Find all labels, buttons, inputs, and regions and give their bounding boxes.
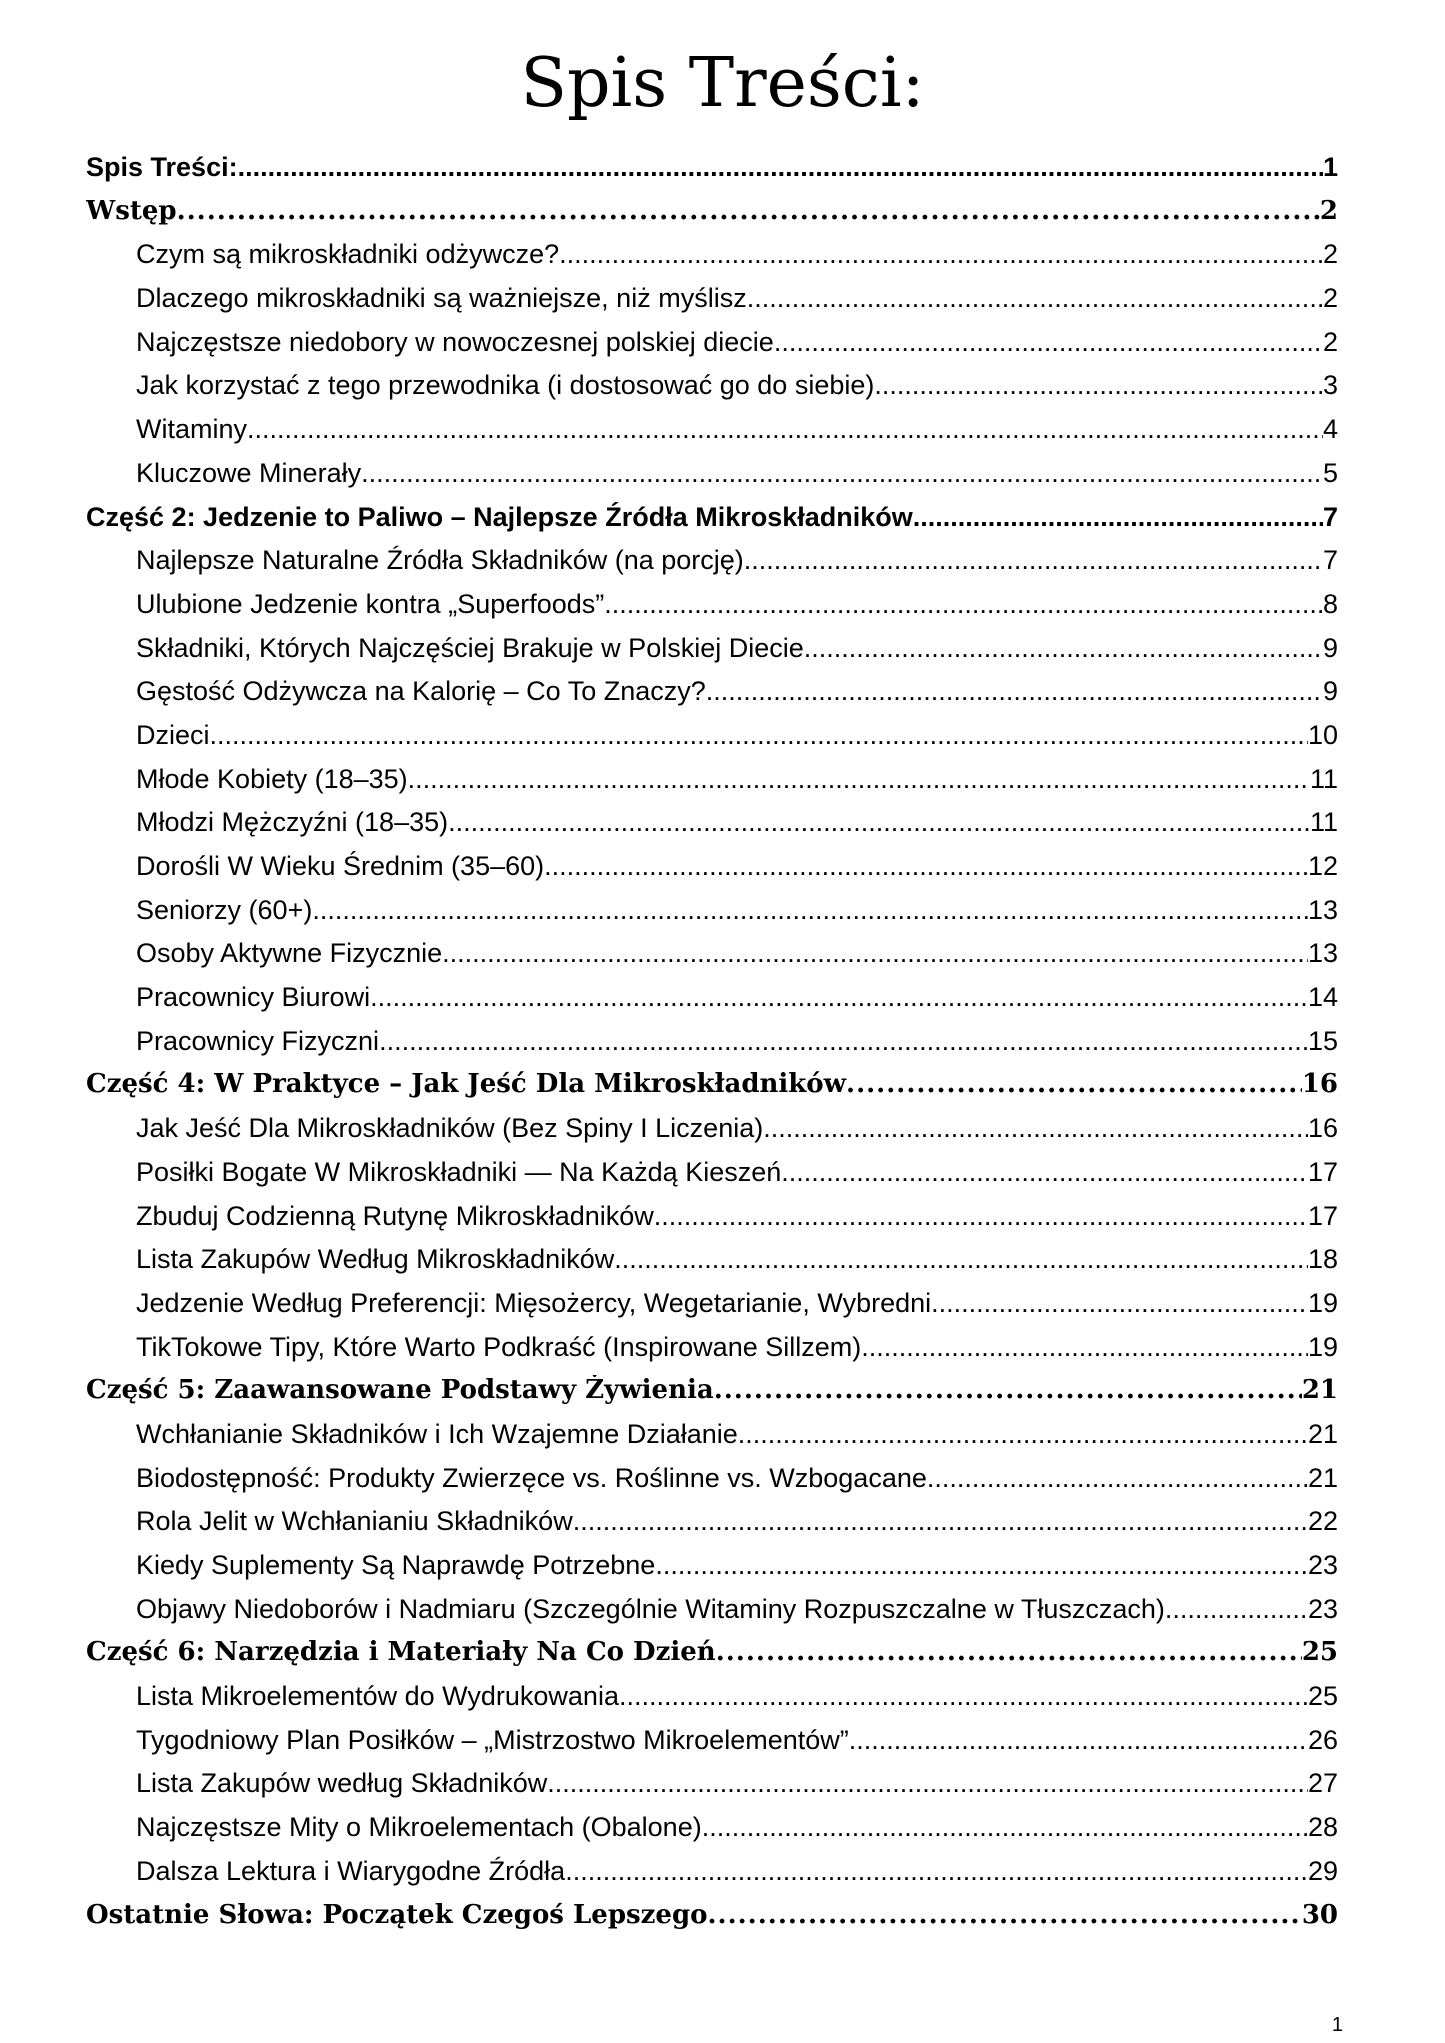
toc-leader bbox=[714, 1375, 1302, 1405]
toc-page-number: 12 bbox=[1307, 851, 1338, 881]
toc-leader bbox=[559, 239, 1323, 270]
toc-leader bbox=[706, 676, 1323, 707]
toc-label: Część 4: W Praktyce – Jak Jeść Dla Mikroskładników bbox=[86, 1069, 847, 1100]
toc-leader bbox=[547, 1768, 1308, 1799]
toc-leader bbox=[846, 1069, 1302, 1099]
toc-leader bbox=[442, 938, 1308, 969]
toc-label: Rola Jelit w Wchłanianiu Składników bbox=[136, 1506, 573, 1537]
toc-page-number: 30 bbox=[1301, 1899, 1338, 1930]
toc-entry[interactable] bbox=[86, 1419, 1338, 1463]
toc-page-number: 25 bbox=[1307, 1681, 1338, 1712]
toc-entry[interactable] bbox=[86, 1201, 1338, 1245]
toc-entry[interactable] bbox=[86, 1594, 1338, 1638]
toc-page-number: 3 bbox=[1322, 370, 1338, 401]
toc-page-number: 1 bbox=[1322, 152, 1338, 182]
toc-leader bbox=[849, 1725, 1308, 1756]
toc-page-number: 11 bbox=[1309, 807, 1338, 838]
toc-leader bbox=[448, 807, 1310, 838]
toc-label: Część 2: Jedzenie to Paliwo – Najlepsze Źródła Mikroskładników bbox=[86, 501, 913, 532]
toc-entry-wstep[interactable] bbox=[86, 196, 1338, 240]
toc-label: Najlepsze Naturalne Źródła Składników (na porcję) bbox=[136, 545, 744, 576]
toc-entry[interactable] bbox=[86, 1550, 1338, 1594]
toc-page-number: 21 bbox=[1301, 1375, 1338, 1406]
table-of-contents bbox=[86, 152, 1338, 1943]
toc-entry[interactable] bbox=[86, 1113, 1338, 1157]
toc-entry[interactable] bbox=[86, 1856, 1338, 1900]
toc-entry[interactable] bbox=[86, 676, 1338, 720]
toc-entry[interactable] bbox=[86, 938, 1338, 982]
toc-leader bbox=[565, 1856, 1308, 1887]
toc-entry[interactable] bbox=[86, 1332, 1338, 1376]
toc-page-number: 2 bbox=[1322, 326, 1338, 357]
toc-entry[interactable] bbox=[86, 1157, 1338, 1201]
toc-entry[interactable] bbox=[86, 1244, 1338, 1288]
toc-label: Dzieci bbox=[136, 719, 210, 750]
toc-label: Kluczowe Minerały bbox=[136, 457, 362, 488]
toc-label: Lista Zakupów według Składników bbox=[136, 1768, 548, 1799]
toc-page-number: 27 bbox=[1307, 1768, 1338, 1799]
toc-page-number: 2 bbox=[1319, 195, 1338, 226]
toc-label: Wstęp bbox=[86, 195, 177, 226]
toc-page-number: 25 bbox=[1301, 1637, 1338, 1668]
page-number: 1 bbox=[1331, 2014, 1343, 2036]
toc-page-number: 29 bbox=[1307, 1855, 1338, 1886]
toc-leader bbox=[379, 1026, 1308, 1057]
toc-leader bbox=[763, 1113, 1308, 1144]
toc-entry[interactable] bbox=[86, 851, 1338, 895]
toc-entry[interactable] bbox=[86, 283, 1338, 327]
toc-page-number: 23 bbox=[1307, 1593, 1338, 1624]
toc-label: Czym są mikroskładniki odżywcze? bbox=[136, 239, 560, 270]
toc-leader bbox=[913, 502, 1323, 533]
toc-page-number: 19 bbox=[1307, 1331, 1338, 1362]
toc-leader bbox=[744, 545, 1323, 576]
toc-leader bbox=[604, 589, 1323, 620]
toc-label: Zbuduj Codzienną Rutynę Mikroskładników bbox=[136, 1200, 654, 1231]
toc-entry[interactable] bbox=[86, 1768, 1338, 1812]
toc-label: Ostatnie Słowa: Początek Czegoś Lepszego bbox=[86, 1899, 708, 1930]
toc-label: Jedzenie Według Preferencji: Mięsożercy, Wegetarianie, Wybredni bbox=[136, 1287, 932, 1318]
toc-leader bbox=[655, 1550, 1308, 1581]
toc-entry[interactable] bbox=[86, 764, 1338, 808]
toc-page-number: 13 bbox=[1307, 938, 1338, 969]
toc-entry[interactable] bbox=[86, 589, 1338, 633]
toc-leader bbox=[238, 152, 1323, 183]
toc-page-number: 9 bbox=[1322, 676, 1338, 707]
toc-label: Lista Mikroelementów do Wydrukowania bbox=[136, 1681, 619, 1712]
toc-page-number: 28 bbox=[1307, 1812, 1338, 1843]
toc-entry-czesc-5[interactable] bbox=[86, 1375, 1338, 1419]
toc-leader bbox=[861, 1332, 1308, 1363]
toc-entry-czesc-4[interactable] bbox=[86, 1069, 1338, 1113]
toc-entry-czesc-2[interactable] bbox=[86, 502, 1338, 546]
toc-leader bbox=[247, 414, 1323, 445]
toc-page-number: 16 bbox=[1307, 1113, 1338, 1144]
toc-label: Dalsza Lektura i Wiarygodne Źródła bbox=[136, 1855, 566, 1886]
toc-leader bbox=[1165, 1594, 1308, 1625]
toc-leader bbox=[408, 764, 1310, 795]
toc-label: Objawy Niedoborów i Nadmiaru (Szczególnie Witaminy Rozpuszczalne w Tłuszczach) bbox=[136, 1593, 1165, 1624]
toc-label: Część 5: Zaawansowane Podstawy Żywienia bbox=[86, 1375, 714, 1406]
toc-leader bbox=[370, 982, 1308, 1013]
toc-page-number: 8 bbox=[1322, 588, 1338, 619]
toc-leader bbox=[654, 1201, 1308, 1232]
toc-entry[interactable] bbox=[86, 1026, 1338, 1070]
toc-leader bbox=[774, 327, 1323, 358]
toc-entry-spis-tresci[interactable] bbox=[86, 152, 1338, 196]
toc-label: Spis Treści: bbox=[86, 152, 238, 182]
toc-label: Dorośli W Wieku Średnim (35–60) bbox=[136, 851, 545, 881]
toc-label: Tygodniowy Plan Posiłków – „Mistrzostwo Mikroelementów” bbox=[136, 1724, 849, 1755]
toc-page-number: 22 bbox=[1307, 1506, 1338, 1537]
toc-entry[interactable] bbox=[86, 1463, 1338, 1507]
toc-label: Pracownicy Biurowi bbox=[136, 982, 371, 1013]
toc-leader bbox=[210, 720, 1308, 751]
toc-label: Jak korzystać z tego przewodnika (i dostosować go do siebie) bbox=[136, 370, 875, 401]
toc-label: Posiłki Bogate W Mikroskładniki — Na Każdą Kieszeń bbox=[136, 1156, 782, 1187]
toc-leader bbox=[544, 851, 1308, 882]
toc-page-number: 2 bbox=[1322, 283, 1338, 314]
toc-entry[interactable] bbox=[86, 1681, 1338, 1725]
toc-entry[interactable] bbox=[86, 982, 1338, 1026]
toc-label: Kiedy Suplementy Są Naprawdę Potrzebne bbox=[136, 1550, 656, 1580]
toc-page-number: 9 bbox=[1322, 632, 1338, 663]
toc-page-number: 2 bbox=[1322, 239, 1338, 270]
toc-leader bbox=[707, 1900, 1301, 1930]
toc-label: Jak Jeść Dla Mikroskładników (Bez Spiny I Liczenia) bbox=[136, 1113, 764, 1144]
toc-leader bbox=[177, 196, 1320, 226]
toc-page-number: 21 bbox=[1307, 1462, 1338, 1493]
toc-label: Wchłanianie Składników i Ich Wzajemne Działanie bbox=[136, 1418, 738, 1449]
toc-label: Lista Zakupów Według Mikroskładników bbox=[136, 1244, 615, 1275]
toc-label: Część 6: Narzędzia i Materiały Na Co Dzień bbox=[86, 1637, 716, 1668]
toc-page-number: 13 bbox=[1307, 894, 1338, 925]
toc-label: Gęstość Odżywcza na Kalorię – Co To Znaczy? bbox=[136, 676, 706, 707]
toc-entry[interactable] bbox=[86, 720, 1338, 764]
toc-leader bbox=[874, 370, 1323, 401]
toc-entry[interactable] bbox=[86, 1812, 1338, 1856]
toc-leader bbox=[619, 1681, 1308, 1712]
toc-page-number: 15 bbox=[1307, 1025, 1338, 1056]
toc-label: Osoby Aktywne Fizycznie bbox=[136, 938, 443, 969]
toc-page-number: 4 bbox=[1322, 414, 1338, 445]
toc-page-number: 17 bbox=[1307, 1200, 1338, 1231]
toc-leader bbox=[747, 283, 1323, 314]
toc-entry[interactable] bbox=[86, 633, 1338, 677]
toc-label: Pracownicy Fizyczni bbox=[136, 1025, 380, 1056]
toc-label: Dlaczego mikroskładniki są ważniejsze, niż myślisz bbox=[136, 283, 747, 314]
toc-page-number: 17 bbox=[1307, 1156, 1338, 1187]
toc-entry[interactable] bbox=[86, 327, 1338, 371]
toc-entry[interactable] bbox=[86, 1506, 1338, 1550]
toc-entry[interactable] bbox=[86, 239, 1338, 283]
toc-page-number: 14 bbox=[1307, 982, 1338, 1013]
toc-label: Najczęstsze niedobory w nowoczesnej polskiej diecie bbox=[136, 326, 774, 357]
toc-label: Seniorzy (60+) bbox=[136, 894, 313, 925]
toc-page-number: 26 bbox=[1307, 1724, 1338, 1755]
toc-leader bbox=[614, 1244, 1308, 1275]
toc-leader bbox=[781, 1157, 1308, 1188]
toc-entry-ostatnie-slowa[interactable] bbox=[86, 1900, 1338, 1944]
toc-label: Biodostępność: Produkty Zwierzęce vs. Roślinne vs. Wzbogacane bbox=[136, 1462, 927, 1493]
toc-page-number: 7 bbox=[1322, 545, 1338, 576]
toc-leader bbox=[804, 633, 1323, 664]
toc-entry[interactable] bbox=[86, 1288, 1338, 1332]
toc-entry-czesc-6[interactable] bbox=[86, 1637, 1338, 1681]
toc-page-number: 5 bbox=[1322, 457, 1338, 488]
toc-leader bbox=[702, 1812, 1308, 1843]
toc-page-number: 7 bbox=[1322, 501, 1338, 532]
toc-entry[interactable] bbox=[86, 370, 1338, 414]
toc-page-number: 10 bbox=[1307, 719, 1338, 750]
toc-entry[interactable] bbox=[86, 545, 1338, 589]
toc-leader bbox=[573, 1506, 1308, 1537]
toc-label: TikTokowe Tipy, Które Warto Podkraść (Inspirowane Sillzem) bbox=[136, 1331, 862, 1362]
toc-leader bbox=[738, 1419, 1308, 1450]
toc-label: Najczęstsze Mity o Mikroelementach (Obalone) bbox=[136, 1812, 702, 1843]
page-title: Spis Treści: bbox=[520, 44, 925, 123]
toc-leader bbox=[361, 458, 1323, 489]
toc-leader bbox=[927, 1463, 1308, 1494]
toc-page-number: 19 bbox=[1307, 1287, 1338, 1318]
toc-label: Witaminy bbox=[136, 414, 248, 445]
toc-label: Ulubione Jedzenie kontra „Superfoods” bbox=[136, 588, 605, 619]
toc-page-number: 23 bbox=[1307, 1550, 1338, 1580]
toc-label: Młodzi Mężczyźni (18–35) bbox=[136, 807, 449, 838]
toc-leader bbox=[716, 1637, 1302, 1667]
toc-entry[interactable] bbox=[86, 458, 1338, 502]
toc-page-number: 21 bbox=[1307, 1418, 1338, 1449]
toc-entry[interactable] bbox=[86, 895, 1338, 939]
toc-entry[interactable] bbox=[86, 807, 1338, 851]
toc-entry[interactable] bbox=[86, 414, 1338, 458]
toc-label: Składniki, Których Najczęściej Brakuje w Polskiej Diecie bbox=[136, 632, 804, 663]
toc-page-number: 16 bbox=[1301, 1069, 1338, 1100]
toc-page-number: 18 bbox=[1307, 1244, 1338, 1275]
toc-leader bbox=[312, 895, 1308, 926]
toc-leader bbox=[931, 1288, 1308, 1319]
toc-page-number: 11 bbox=[1309, 763, 1338, 794]
toc-label: Młode Kobiety (18–35) bbox=[136, 763, 408, 794]
toc-entry[interactable] bbox=[86, 1725, 1338, 1769]
